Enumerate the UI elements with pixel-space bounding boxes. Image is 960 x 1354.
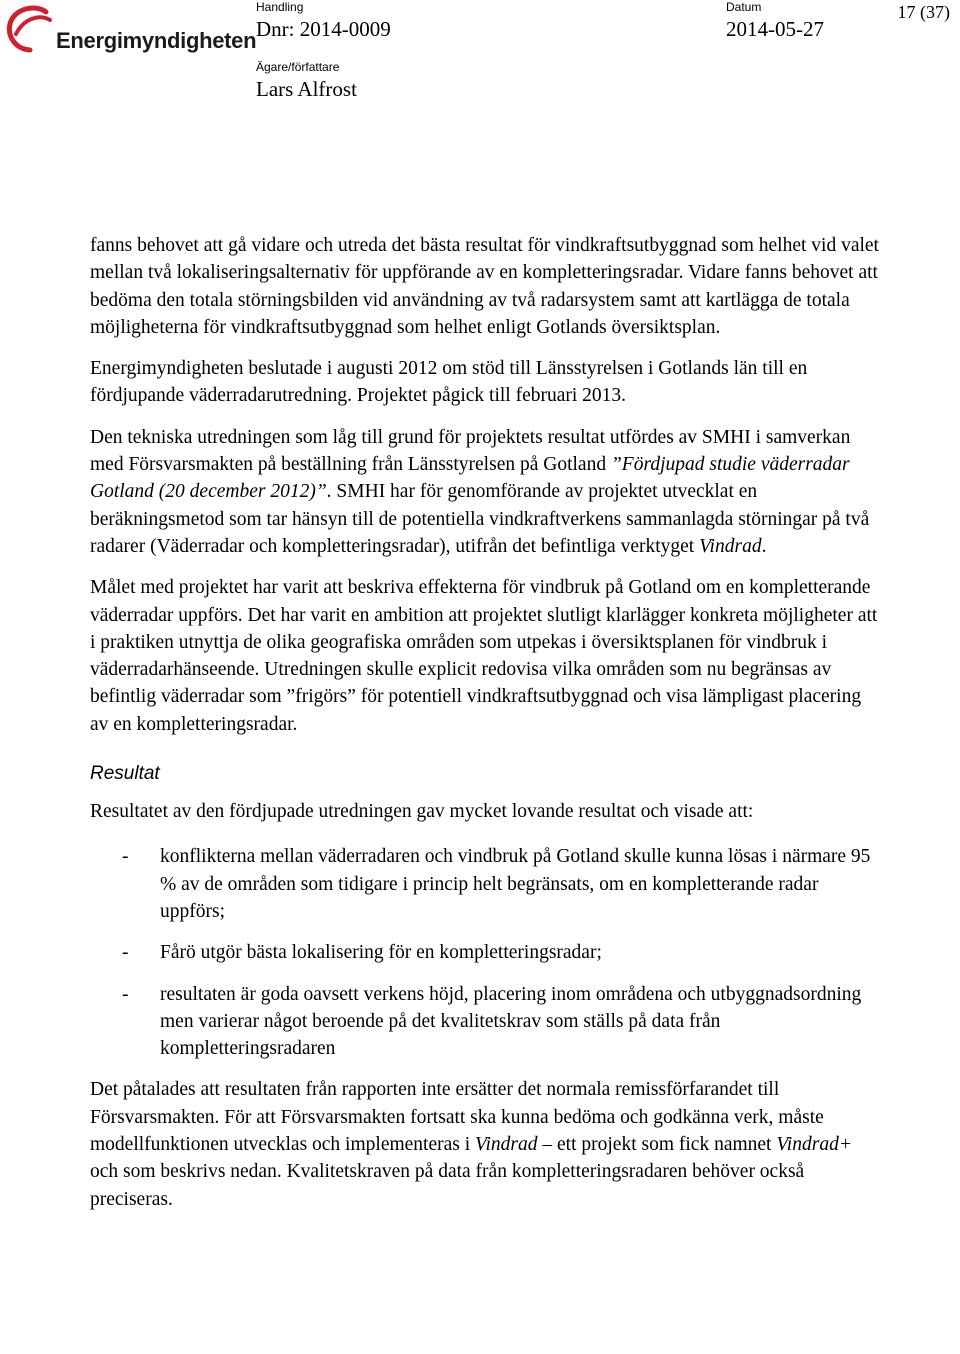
owner-name: Lars Alfrost xyxy=(256,77,357,101)
tool-name-vindrad-plus: Vindrad+ xyxy=(776,1134,852,1156)
tool-name-vindrad-2: Vindrad xyxy=(475,1134,538,1156)
list-item-text: resultaten är goda oavsett verkens höjd, placering inom områdena och utbyggnadsordning men varierar något beroende på det kvalitetskrav som ställs på data från kompletteringsradaren xyxy=(160,983,862,1060)
list-dash: - xyxy=(122,983,129,1005)
list-item xyxy=(90,981,880,1063)
paragraph-3-text-b: . SMHI har för genomförande av projektet utvecklat en beräkningsmetod som tar hänsyn till de potentiella vindkraftverkens sammanlagda störningar på två radarer (Väderradar och kompletteringsradar), utifrån det befintliga verktyget xyxy=(90,481,870,557)
paragraph-2: Energimyndigheten beslutade i augusti 2012 om stöd till Länsstyrelsen i Gotlands län till en fördjupande väderradarutredning. Projektet pågick till februari 2013. xyxy=(90,358,808,407)
paragraph-3 xyxy=(90,424,880,560)
list-dash: - xyxy=(122,942,129,964)
tool-name-vindrad: Vindrad xyxy=(699,535,762,557)
document-body xyxy=(90,232,880,1227)
paragraph-1: fanns behovet att gå vidare och utreda det bästa resultat för vindkraftsutbyggnad som helhet vid valet mellan två lokaliseringsalternativ för uppförande av en kompletteringsradar. Vidare fanns behovet att bedöma den totala störningsbilden vid användning av två radarsystem samt att kartlägga de totala möjligheterna för vindkraftsutbyggnad som helhet enligt Gotlands översiktsplan. xyxy=(90,235,879,338)
page-number: 17 (37) xyxy=(897,2,950,22)
date-label: Datum xyxy=(726,0,762,14)
report-title: ”Fördjupad studie väderradar Gotland (20 december 2012)” xyxy=(90,454,850,503)
list-item xyxy=(90,843,880,925)
document-date: 2014-05-27 xyxy=(726,17,824,41)
handling-label: Handling xyxy=(256,0,304,14)
list-item-text: Fårö utgör bästa lokalisering för en kompletteringsradar; xyxy=(160,942,602,964)
paragraph-5: Resultatet av den fördjupade utredningen gav mycket lovande resultat och visade att: xyxy=(90,801,754,823)
paragraph-3-text-a: Den tekniska utredningen som låg till grund för projektets resultat utfördes av SMHI i samverkan med Försvarsmakten på beställning från Länsstyrelsen på Gotland xyxy=(90,426,851,476)
energimyndigheten-logo xyxy=(6,4,257,60)
list-item xyxy=(90,939,880,966)
paragraph-4: Målet med projektet har varit att beskriva effekterna för vindbruk på Gotland om en kompletterande väderradar uppförs. Det har varit en ambition att projektet slutligt klarlägger konkreta möjligheter att i praktiken utnyttja de olika geografiska områden som utpekas i översiktsplanen för vindbruk i väderradarhänseende. Utredningen skulle explicit redovisa vilka områden som nu begränsas av befintlig väderradar som ”frigörs” för potentiell vindkraftsutbyggnad och visa lämpligast placering av en kompletteringsradar. xyxy=(90,577,878,735)
list-dash: - xyxy=(122,846,129,868)
logo-wordmark: Energimyndigheten xyxy=(56,28,257,53)
paragraph-6-text-c: och som beskrivs nedan. Kvalitetskraven på data från kompletteringsradaren behöver också preciseras. xyxy=(90,1161,805,1210)
owner-label: Ägare/författare xyxy=(256,60,340,74)
result-list xyxy=(90,843,880,1062)
list-item-text: konflikterna mellan väderradaren och vindbruk på Gotland skulle kunna lösas i närmare 95 % av de områden som tidigare i princip helt begränsats, om en kompletterande radar uppförs; xyxy=(160,846,871,922)
paragraph-6-text-a: Det påtalades att resultaten från rapporten inte ersätter det normala remissförfarandet till Försvarsmakten. För att Försvarsmakten fortsatt ska kunna bedöma och godkänna verk, måste modellfunktionen utvecklas och implementeras i xyxy=(90,1079,824,1156)
paragraph-6-text-b: – ett projekt som fick namnet xyxy=(537,1134,777,1156)
section-heading-resultat: Resultat xyxy=(90,763,160,785)
paragraph-3-text-c: . xyxy=(761,535,767,557)
document-number: Dnr: 2014-0009 xyxy=(256,17,391,41)
paragraph-6 xyxy=(90,1076,880,1212)
